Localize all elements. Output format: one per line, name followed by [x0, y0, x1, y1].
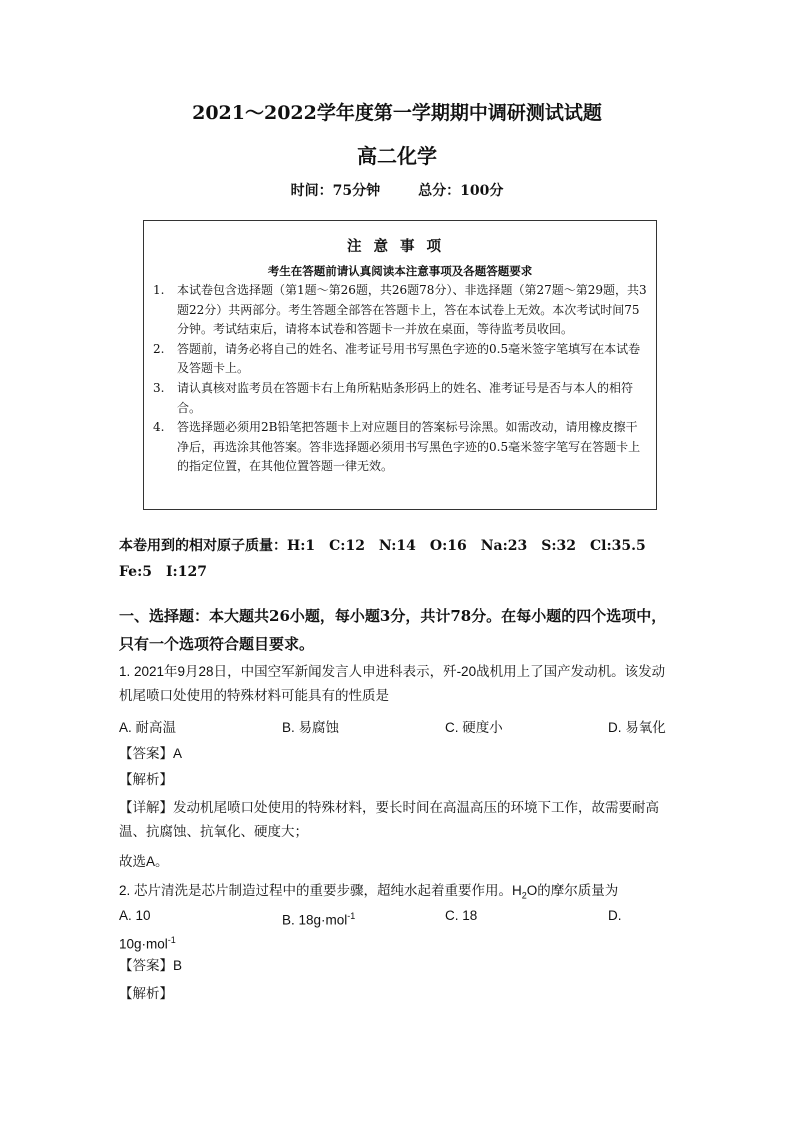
q2-stem-text: 2. 芯片清洗是芯片制造过程中的重要步骤，超纯水起着重要作用。H	[119, 883, 522, 898]
notice-item	[153, 281, 649, 340]
notice-item-text: 答题前，请务必将自己的姓名、准考证号用书写黑色字迹的0.5毫米签字笔填写在本试卷及答题卡上。	[177, 341, 641, 376]
q2-stem-text-end: O的摩尔质量为	[526, 883, 619, 898]
option-b: B. 易腐蚀	[282, 720, 340, 735]
option-c: C. 18	[445, 908, 478, 923]
notice-intro: 考生在答题前请认真阅读本注意事项及各题答题要求	[267, 264, 533, 278]
question-1-detail: 【详解】发动机尾喷口处使用的特殊材料，要长时间在高温高压的环境下工作，故需要耐高温、抗腐蚀、抗氧化、硬度大；	[119, 800, 659, 839]
question-1-stem: 1. 2021年9月28日，中国空军新闻发言人申进科表示，歼-20战机用上了国产发动机。该发动机尾喷口处使用的特殊材料可能具有的性质是	[119, 664, 666, 703]
notice-item-number: 3.	[153, 380, 165, 395]
question-1-options	[119, 716, 675, 740]
option-d: D. 易氧化	[608, 720, 666, 735]
exam-title: 2021～2022学年度第一学期期中调研测试试题	[192, 102, 602, 124]
q2-stem-subscript: 2	[521, 890, 527, 901]
notice-item-text: 请认真核对监考员在答题卡右上角所粘贴条形码上的姓名、准考证号是否与本人的相符合。	[177, 380, 634, 415]
notice-item-number: 1.	[153, 283, 165, 297]
notice-item	[153, 379, 649, 418]
option-d-continuation	[119, 928, 675, 957]
question-2-answer: 【答案】B	[119, 958, 183, 973]
option-d-text: 10g·mol	[119, 936, 168, 952]
option-b-superscript: -1	[347, 911, 356, 921]
option-c: C. 硬度小	[445, 720, 503, 735]
option-b-text: B. 18g·mol	[282, 912, 348, 928]
time-label: 时间：75分钟	[290, 183, 381, 199]
question-1-conclusion: 故选A。	[119, 854, 169, 869]
section-heading: 一、选择题：本大题共26小题，每小题3分，共计78分。在每小题的四个选项中，只有一个选项符合题目要求。	[119, 607, 667, 653]
option-a: A. 10	[119, 908, 151, 923]
notice-item-number: 2.	[153, 341, 165, 356]
notice-item	[153, 340, 649, 379]
notice-item-text: 答选择题必须用2B铅笔把答题卡上对应题目的答案标号涂黑。如需改动，请用橡皮擦干净后，再选涂其他答案。答非选择题必须用书写黑色字迹的0.5毫米签字笔写在答题卡上的指定位置，在其他位置答题一律无效。	[177, 420, 641, 474]
question-1-answer: 【答案】A	[119, 746, 183, 761]
subject-title: 高二化学	[357, 144, 437, 168]
notice-title: 注意事项	[347, 238, 453, 255]
question-2-analysis-label: 【解析】	[119, 986, 173, 1001]
notice-item-text: 本试卷包含选择题（第1题～第26题，共26题78分）、非选择题（第27题～第29题，共3题22分）共两部分。考生答题全部答在答题卡上，答在本试卷上无效。本次考试时间75分钟。考试结束后，请将本试卷和答题卡一并放在桌面，等待监考员收回。	[177, 283, 647, 337]
time-score-line	[0, 180, 794, 200]
atomic-mass-line: 本卷用到的相对原子质量：H:1 C:12 N:14 O:16 Na:23 S:32 Cl:35.5 Fe:5 I:127	[119, 538, 660, 580]
option-d: D.	[608, 908, 622, 923]
notice-item	[153, 418, 649, 477]
notice-item-number: 4.	[153, 420, 165, 435]
question-2-options	[119, 904, 675, 928]
option-d-superscript: -1	[167, 935, 176, 945]
option-a: A. 耐高温	[119, 720, 177, 735]
notice-list	[153, 281, 649, 477]
score-label: 总分：100分	[418, 183, 504, 199]
question-1-analysis-label: 【解析】	[119, 772, 173, 787]
notice-box	[143, 220, 657, 510]
